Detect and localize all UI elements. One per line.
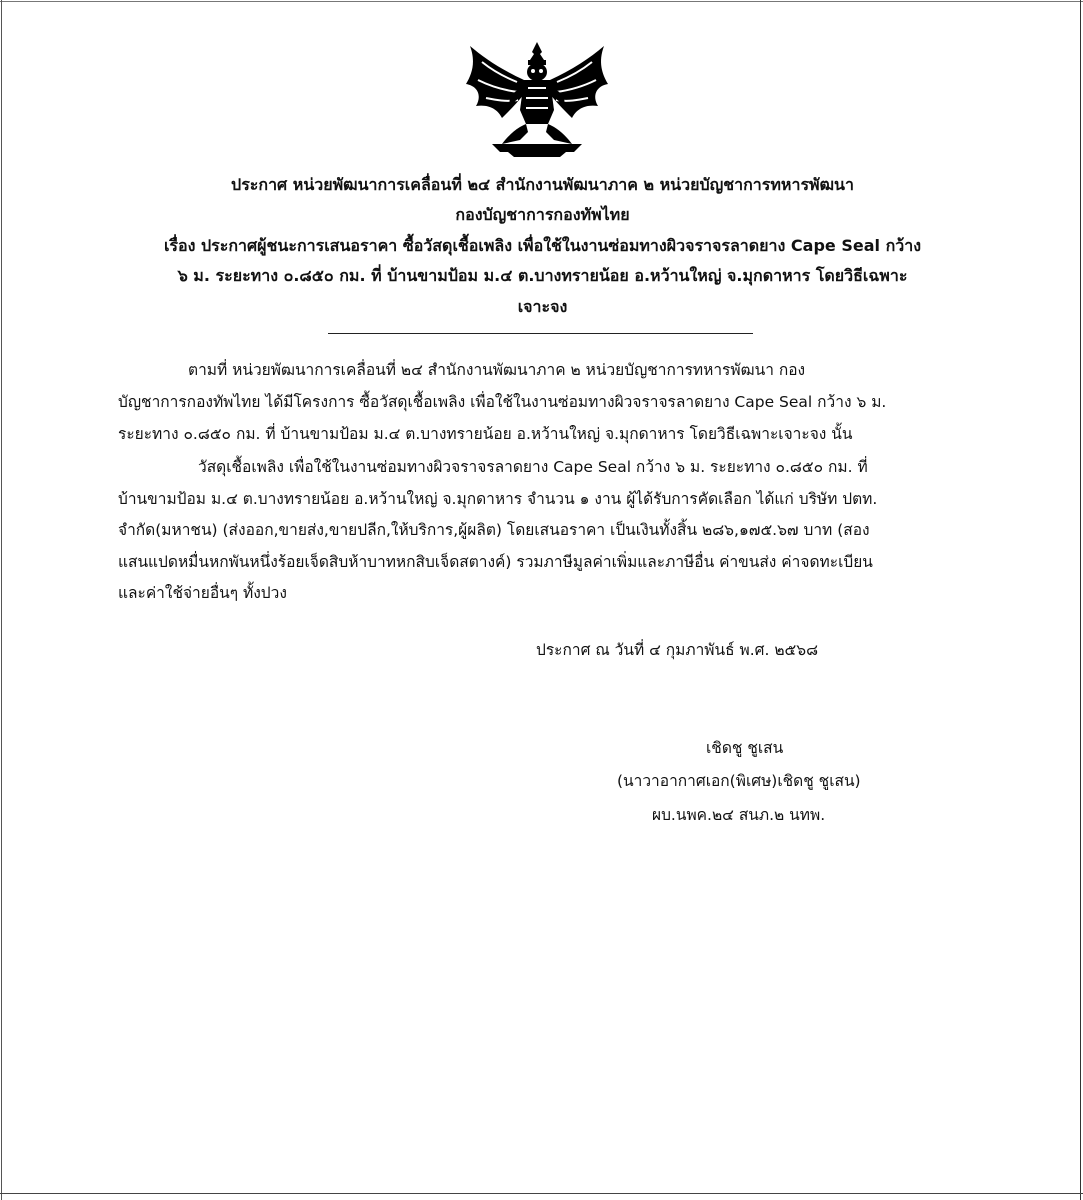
scan-edge-right bbox=[1080, 0, 1081, 1200]
subject-line-3: เจาะจง bbox=[517, 297, 568, 316]
scan-edge-left bbox=[1, 0, 2, 1200]
scan-edge-bottom bbox=[0, 1193, 1083, 1194]
body-paragraph-line-3: ระยะทาง ๐.๘๕๐ กม. ที่ บ้านขามป้อม ม.๔ ต.บางทรายน้อย อ.หว้านใหญ่ จ.มุกดาหาร โดยวิธีเฉพาะเจาะจง นั้น bbox=[118, 425, 853, 443]
header-separator bbox=[328, 333, 753, 334]
announcement-title-line-1: ประกาศ หน่วยพัฒนาการเคลื่อนที่ ๒๔ สำนักงานพัฒนาภาค ๒ หน่วยบัญชาการทหารพัฒนา bbox=[231, 175, 854, 194]
body-paragraph-line-1: ตามที่ หน่วยพัฒนาการเคลื่อนที่ ๒๔ สำนักงานพัฒนาภาค ๒ หน่วยบัญชาการทหารพัฒนา กอง bbox=[188, 361, 806, 379]
subject-line-1: เรื่อง ประกาศผู้ชนะการเสนอราคา ซื้อวัสดุเชื้อเพลิง เพื่อใช้ในงานซ่อมทางผิวจราจรลาดยาง Cape Seal กว้าง bbox=[163, 236, 922, 255]
signatory-name: เชิดชู ชูเสน bbox=[706, 739, 784, 757]
subject-line-2: ๖ ม. ระยะทาง ๐.๘๕๐ กม. ที่ บ้านขามป้อม ม.๔ ต.บางทรายน้อย อ.หว้านใหญ่ จ.มุกดาหาร โดยวิธีเฉพาะ bbox=[177, 266, 908, 285]
body-paragraph-line-5: บ้านขามป้อม ม.๔ ต.บางทรายน้อย อ.หว้านใหญ่ จ.มุกดาหาร จำนวน ๑ งาน ผู้ได้รับการคัดเลือก ได้แก่ บริษัท ปตท. bbox=[118, 490, 878, 508]
body-paragraph-line-4: วัสดุเชื้อเพลิง เพื่อใช้ในงานซ่อมทางผิวจราจรลาดยาง Cape Seal กว้าง ๖ ม. ระยะทาง ๐.๘๕๐ กม. ที่ bbox=[198, 458, 868, 476]
body-paragraph-line-2: บัญชาการกองทัพไทย ได้มีโครงการ ซื้อวัสดุเชื้อเพลิง เพื่อใช้ในงานซ่อมทางผิวจราจรลาดยาง Cape Seal กว้าง ๖ ม. bbox=[118, 393, 887, 411]
signatory-position: ผบ.นพค.๒๔ สนภ.๒ นทพ. bbox=[652, 806, 826, 824]
scan-edge-top bbox=[0, 1, 1083, 2]
body-paragraph-line-6: จำกัด(มหาชน) (ส่งออก,ขายส่ง,ขายปลีก,ให้บริการ,ผู้ผลิต) โดยเสนอราคา เป็นเงินทั้งสิ้น ๒๘๖,๑๗๕.๖๗ บาท (สอง bbox=[118, 521, 870, 539]
body-paragraph-line-8: และค่าใช้จ่ายอื่นๆ ทั้งปวง bbox=[118, 584, 287, 602]
garuda-emblem-icon bbox=[462, 40, 612, 158]
announcement-title-line-2: กองบัญชาการกองทัพไทย bbox=[455, 205, 630, 224]
announcement-date: ประกาศ ณ วันที่ ๔ กุมภาพันธ์ พ.ศ. ๒๕๖๘ bbox=[536, 641, 819, 659]
signatory-full-title: (นาวาอากาศเอก(พิเศษ)เชิดชู ชูเสน) bbox=[617, 772, 861, 790]
body-paragraph-line-7: แสนแปดหมื่นหกพันหนึ่งร้อยเจ็ดสิบห้าบาทหกสิบเจ็ดสตางค์) รวมภาษีมูลค่าเพิ่มและภาษีอื่น ค่าขนส่ง ค่าจดทะเบียน bbox=[118, 553, 873, 571]
